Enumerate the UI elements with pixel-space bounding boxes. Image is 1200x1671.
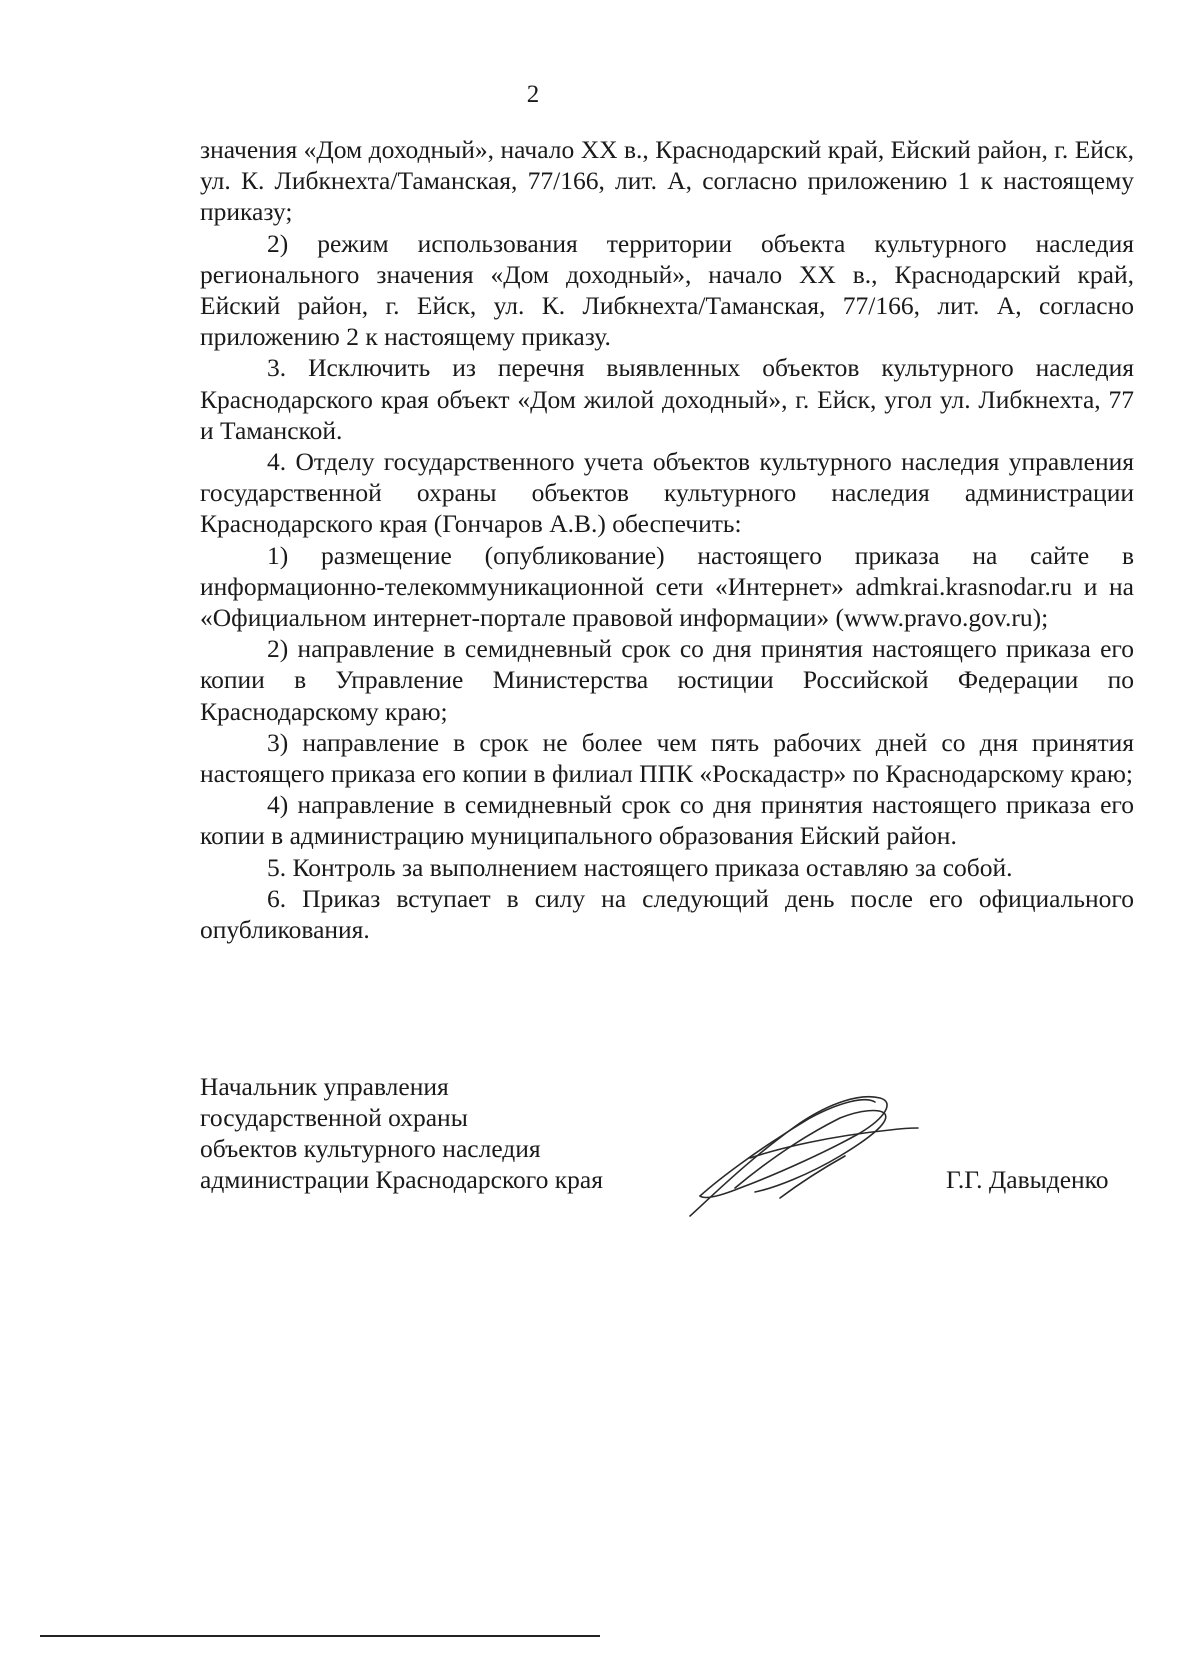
footer-rule (40, 1635, 600, 1637)
signer-title-line-4: администрации Краснодарского края (200, 1165, 603, 1194)
document-body (200, 134, 1134, 945)
paragraph-item-5: 5. Контроль за выполнением настоящего приказа оставляю за собой. (267, 852, 1013, 882)
signer-title-line-3: объектов культурного наследия (200, 1134, 541, 1163)
paragraph-subitem-4: 4) направление в семидневный срок со дня принятия настоящего приказа его копии в администрацию муниципального образования Ейский район. (200, 790, 1134, 851)
paragraph-item-3: 3. Исключить из перечня выявленных объектов культурного наследия Краснодарского края объект «Дом жилой доходный», г. Ейск, угол ул. Либкнехта, 77 и Таманской. (200, 353, 1134, 445)
paragraph-item-6: 6. Приказ вступает в силу на следующий день после его официального опубликования. (200, 883, 1134, 945)
signer-title-line-1: Начальник управления (200, 1072, 449, 1101)
signature-block (200, 1071, 603, 1195)
paragraph-item-4: 4. Отделу государственного учета объектов культурного наследия управления государственной охраны объектов культурного наследия администрации Краснодарского края (Гончаров А.В.) обеспечить: (200, 447, 1134, 539)
signer-name: Г.Г. Давыденко (946, 1165, 1109, 1194)
paragraph-subitem-2: 2) направление в семидневный срок со дня принятия настоящего приказа его копии в Управление Министерства юстиции Российской Федерации по Краснодарскому краю; (200, 634, 1134, 726)
paragraph-subitem-1: 1) размещение (опубликование) настоящего приказа на сайте в информационно-телекоммуникационной сети «Интернет» admkrai.krasnodar.ru и на «Официальном интернет-портале правовой информации» (www.pravo.gov.ru); (200, 540, 1134, 633)
paragraph-item-2: 2) режим использования территории объекта культурного наследия регионального значения «Дом доходный», начало XX в., Краснодарский край, Ейский район, г. Ейск, ул. К. Либкнехта/Таманская, 77/166, лит. А, согласно приложению 2 к настоящему приказу. (200, 228, 1134, 352)
paragraph-continuation: значения «Дом доходный», начало XX в., Краснодарский край, Ейский район, г. Ейск, ул. К. Либкнехта/Таманская, 77/166, лит. А, согласно приложению 1 к настоящему приказу; (200, 135, 1134, 227)
signer-title-line-2: государственной охраны (200, 1103, 468, 1132)
page-number: 2 (526, 81, 540, 108)
handwritten-signature (680, 1088, 920, 1228)
paragraph-subitem-3: 3) направление в срок не более чем пять рабочих дней со дня принятия настоящего приказа его копии в филиал ППК «Роскадастр» по Краснодарскому краю; (200, 727, 1134, 789)
